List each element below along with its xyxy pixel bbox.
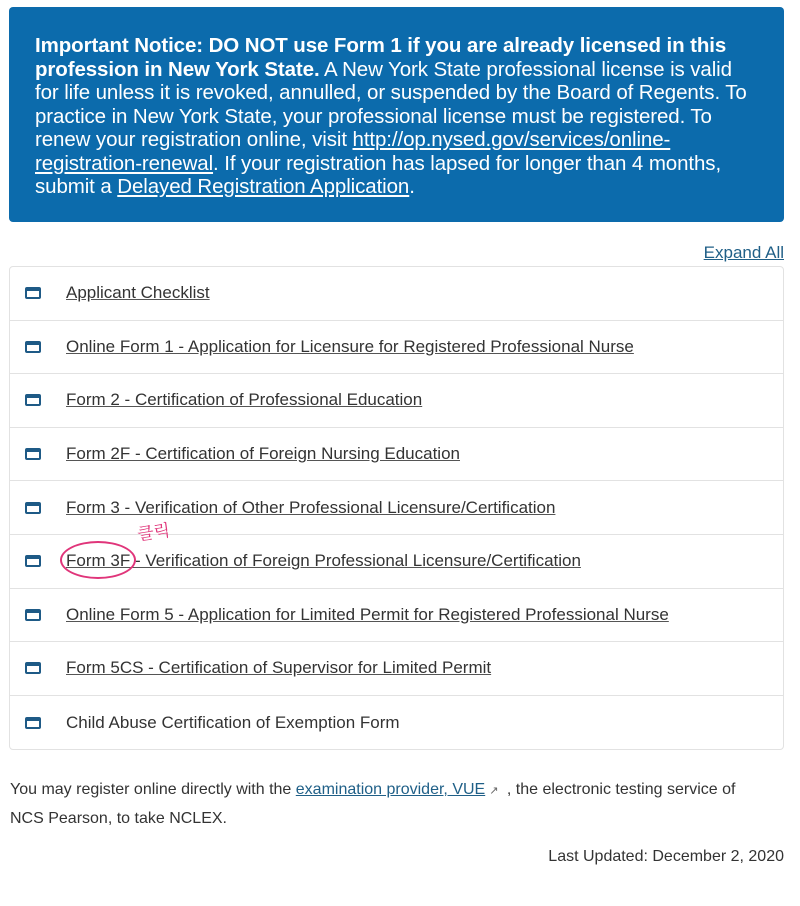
item-label[interactable]: Applicant Checklist (66, 283, 210, 303)
window-icon (25, 609, 41, 621)
vue-provider-link[interactable]: examination provider, VUE (295, 781, 486, 798)
notice-text: A New York State professional license is valid for life unless it is revoked, annulled, or suspended by the Board of Regents. To practice in New York State, your professional license must be registered. To renew your registration online, visit (35, 57, 747, 151)
window-icon (25, 717, 41, 729)
important-notice-banner (9, 7, 784, 222)
item-label[interactable]: Form 2 - Certification of Professional Education (66, 390, 423, 410)
forms-accordion (9, 266, 784, 750)
external-link-icon: ↗ (489, 785, 499, 797)
accordion-item-child-abuse[interactable] (10, 696, 783, 750)
online-renewal-link[interactable]: http://op.nysed.gov/services/online-registration-renewal (35, 128, 671, 175)
accordion-item-applicant-checklist[interactable] (10, 267, 783, 321)
item-label[interactable]: Form 5CS - Certification of Supervisor for Limited Permit (66, 658, 492, 678)
last-updated: Last Updated: December 2, 2020 (548, 848, 784, 865)
window-icon (25, 287, 41, 299)
delayed-registration-link[interactable]: Delayed Registration Application (117, 175, 410, 198)
notice-text: . (409, 175, 415, 198)
footer-paragraph (10, 776, 770, 832)
accordion-item-form-1[interactable] (10, 321, 783, 375)
annotation-text: 클릭 (136, 520, 172, 546)
item-label[interactable]: Form 3 - Verification of Other Professional Licensure/Certification (66, 497, 556, 517)
item-label[interactable]: Form 2F - Certification of Foreign Nursing Education (66, 444, 460, 464)
window-icon (25, 555, 41, 567)
item-label[interactable]: Online Form 5 - Application for Limited Permit for Registered Professional Nurse (66, 604, 669, 624)
expand-all-link[interactable]: Expand All (703, 243, 784, 262)
window-icon (25, 662, 41, 674)
window-icon (25, 341, 41, 353)
accordion-item-form-3f[interactable] (10, 535, 783, 589)
notice-text: . If your registration has lapsed for longer than 4 months, submit a (35, 151, 722, 198)
accordion-item-form-2f[interactable] (10, 428, 783, 482)
item-label[interactable]: Child Abuse Certification of Exemption Form (66, 712, 400, 732)
accordion-item-form-2[interactable] (10, 374, 783, 428)
window-icon (25, 502, 41, 514)
item-label[interactable]: Online Form 1 - Application for Licensure for Registered Professional Nurse (66, 336, 634, 356)
footer-text: , the electronic testing service of NCS Pearson, to take NCLEX. (10, 781, 736, 827)
footer-text: You may register online directly with the (10, 781, 296, 798)
accordion-item-form-3[interactable] (10, 481, 783, 535)
accordion-item-form-5[interactable] (10, 589, 783, 643)
item-label[interactable]: Form 3F - Verification of Foreign Professional Licensure/Certification (66, 551, 581, 571)
window-icon (25, 448, 41, 460)
notice-bold-text: Important Notice: DO NOT use Form 1 if you are already licensed in this profession in New York State. (35, 34, 727, 81)
accordion-item-form-5cs[interactable] (10, 642, 783, 696)
window-icon (25, 394, 41, 406)
